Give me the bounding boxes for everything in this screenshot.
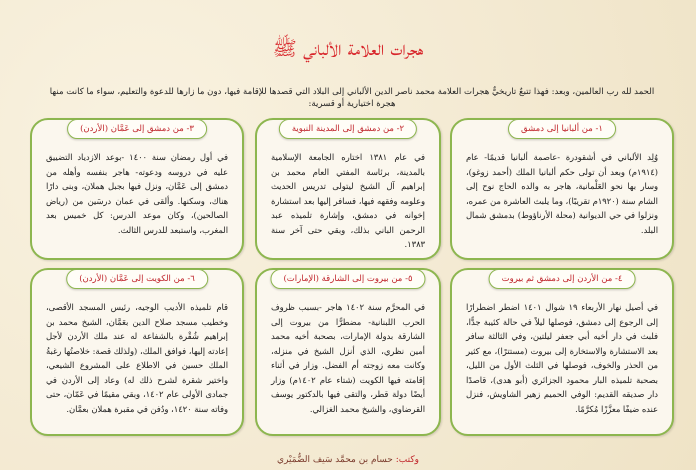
author-credit	[0, 455, 696, 465]
card-heading: ٦- من الكويت إلى عَمَّان (الأردن)	[66, 269, 208, 289]
card-heading: ١- من ألبانيا إلى دمشق	[508, 119, 616, 139]
card-text: في المحرَّم سنة ١٤٠٢ هاجر -بسبب ظروف الحرب اللبنانية- مضطرًّا من بيروت إلى الشارقة بدولة الإمارات، بصحبة أخيه محمد أمين نظري، الذي أنزل الشيخ في منزله، وكانت معه زوجته أم الفضل. وزار في أثناء إقامته فيها الكويت (شتاء عام ١٤٠٢م) وزار أيضًا دولة قطر، والتقى فيها بالدكتور يوسف القرضاوي، والشيخ محمد الغزالي.	[271, 302, 425, 414]
author-label: وكتب:	[395, 455, 419, 465]
card-text: وُلِد الألباني في أشقودرة -عاصمة ألبانيا قديمًا- عام (١٩١٤م) وبعد أن تولى حكم ألبانيا الملك (أحمد زوغو)، وسار بها نحو العَلْمانية، هاجر به والده الحاج نوح إلى الشام سنة (١٩٢٠م تقريبًا)، وما يلبث العاشرة من عمره، ونزلوا في حي الديوانية (محلة الأرناؤوط) بدمشق شمال البلد.	[466, 152, 658, 235]
card-text: في عام ١٣٨١ اختاره الجامعة الإسلامية بالمدينة، برئاسة المفتي العام محمد بن إبراهيم آل الشيخ ليتولى تدريس الحديث وعلومه وفقهه فيها، فسافر إليها بعد استشارة إخوانه في دمشق، وإشارة تلميذه عبد الرحمن الباني بذلك، وبقي حتى آخر سنة ١٣٨٣.	[271, 152, 425, 249]
card-heading: ٣- من دمشق إلى عَمَّان (الأردن)	[67, 119, 207, 139]
author-name: حسام بن محمَّد سَيف الضُّمَيْري	[277, 455, 393, 465]
intro-text: الحمد لله رب العالمين، وبعد: فهذا تتبعٌ تاريخيٌّ هجرات العلامة محمد ناصر الدين الألباني إلى البلاد التي قصدها للإقامة فيها، دون ما زارها للدعوة والتعليم، سواء ما كانت منها هجرة اختيارية أو قسرية:	[49, 87, 655, 109]
migration-card-1	[450, 118, 674, 260]
card-heading: ٥- من بيروت إلى الشارقة (الإمارات)	[270, 269, 425, 289]
migration-card-3	[30, 118, 244, 260]
migration-card-2	[255, 118, 441, 260]
page-title: هجرات العلامة الألباني ﷺ	[272, 36, 424, 60]
card-heading: ٢- من دمشق إلى المدينة النبوية	[279, 119, 417, 139]
card-heading: ٤- من الأردن إلى دمشق ثم بيروت	[489, 269, 636, 289]
migration-card-4	[450, 268, 674, 436]
migration-card-5	[255, 268, 441, 436]
card-text: في أصيل نهار الأربعاء ١٩ شوال ١٤٠١ اضطر اضطرارًا إلى الرجوع إلى دمشق، فوصلها ليلاً في حالة كئيبة جدًّا، فلبث في دار أخيه أبي جعفر ليلتين، وفي الثالثة سافر بعد الاستشارة والاستخارة إلى بيروت (مستترًا)، مع كثير من الحذر والخوف، فوصلها في الثلث الأول من الليل، بصحبة تلميذه البار محمود الجزائري (أبو هدى)، قاصدًا دار صديقه القديم: الوفي الحميم زهير الشاويش، فنزل عنده ضيفًا معزَّزًا مُكرَّمًا.	[466, 302, 658, 414]
card-text: في أول رمضان سنة ١٤٠٠ -بوعد الازدياد التضييق عليه في دروسه ودعوته- هاجر بنفسه وأهله من دمشق إلى عَمَّان، ونزل فيها بجبل هملان، وبنى دارًا هناك، وسكنها. وألقى في عمان درسَين من (رياض الصالحين)، وكان موعد الدرس: كل خميس بعد المغرب، واستبعد للدرس الثالث.	[46, 152, 228, 235]
migration-card-6	[30, 268, 244, 436]
card-text: قام تلميذه الأديب الوجيه، رئيس المسجد الأقصى، وخطيب مسجد صلاح الدين بعَمَّان، الشيخ محمد بن إبراهيم شُقْرة بالشفاعة له عند ملك الأردن لأجل إعادته إليها، فوافق الملك، (ولذلك قصة: خلاصتُها رغبةُ الملك حسين في الاطلاع على المشروع الشيعي، واختير شقرة لشرح ذلك له) وعاد إلى الأردن في جمادى الأولى عام ١٤٠٢، وبقي مقيمًا في عَمّان، حتى وفاته سنة ١٤٢٠، ودُفن في مقبرة هملان بعمَّان.	[46, 302, 228, 414]
